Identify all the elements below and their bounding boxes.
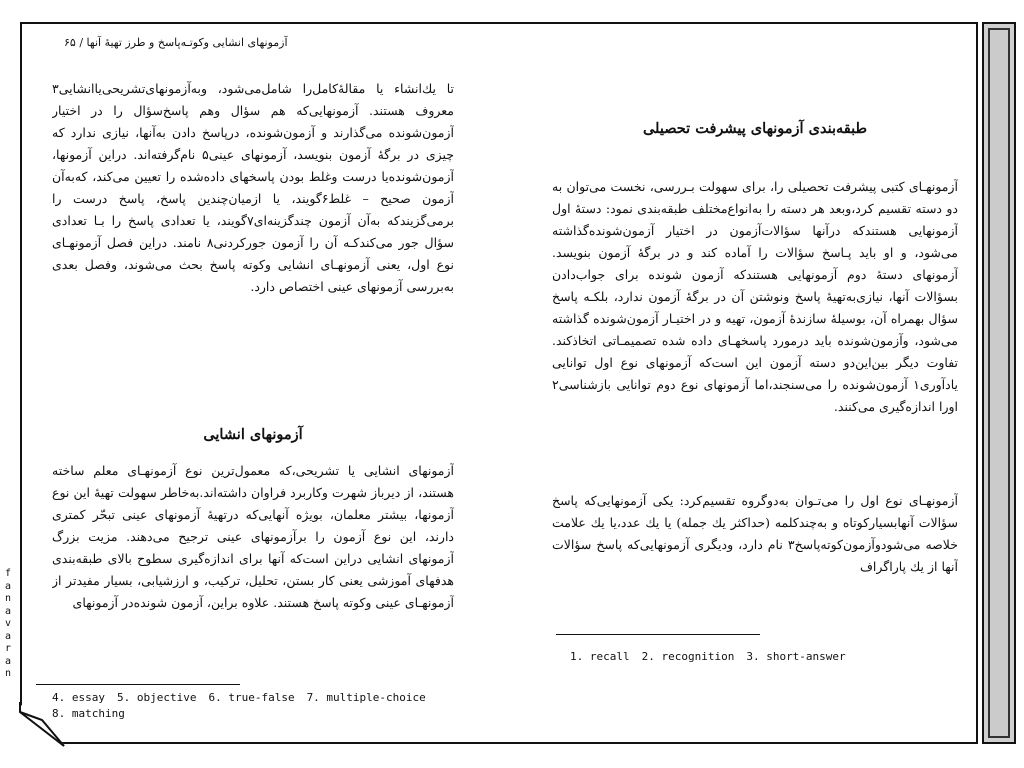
- footnote-divider-right: [556, 634, 760, 635]
- watermark-text: [2, 568, 14, 681]
- footnote-item: 1. recall: [570, 650, 630, 663]
- right-paragraph-2: آزمونهـای نوع اول را می‌تـوان به‌دوگروه تقسیم‌کرد: یکی آزمونهایی‌که پاسخ سؤالات آنها‌بسیارکوتاه و به‌چندکلمه (حداکثر یك جمله) یا یك عدد،یا یك علامت خلاصه می‌شودوآزمون‌کوته‌پاسخ۳ نام دارد، ودیگری آزمونهایی‌که پاسخ سؤالات آنها از یك پاراگراف: [552, 493, 958, 574]
- section-heading-classification: طبقه‌بندی آزمونهای پیشرفت تحصیلی: [642, 120, 868, 137]
- footnote-item: 7. multiple-choice: [306, 691, 426, 704]
- scrollbar-track[interactable]: [982, 22, 1016, 744]
- footnotes-left-line-1: [52, 690, 438, 706]
- watermark-letter: n: [4, 593, 12, 604]
- footnote-item: 3. short-answer: [746, 650, 846, 663]
- footnotes-left-line-2: [52, 706, 438, 722]
- footnote-divider-left: [36, 684, 240, 685]
- left-paragraph-2: آزمونهای انشایی یا تشریحی،که معمول‌ترین نوع آزمونهـای معلم ساخته هستند، از دیرباز شهرت وكاربرد فراوان داشته‌اند.به‌خاطر سهولت تهیهٔ این نوع آزمونها، بیشتر معلمان، بویژه آنهایی‌كه درتهیهٔ آزمونهای عینی تبحّر کمتری دارند، این نوع آزمون را برآزمونهای عینی ترجیح می‌دهند. مزیت بزرگ آزمونهای انشایی دراین است‌كه آنها برای اندازه‌گیری سطوح بالای طبقه‌بندی هدفهای آموزشی یعنی کار بستن، تحلیل، ترکیب، و ارزشیابی، بسیار مفیدتر از آزمونهـای عینی وکوته پاسخ هستند. علاوه براین، آزمون شونده‌در آزمونهای: [52, 463, 454, 610]
- watermark-letter: r: [4, 643, 12, 654]
- watermark-letters: [2, 568, 14, 681]
- left-paragraph-1: تا یك‌انشاء یا مقالهٔ‌كامل‌را شامل‌می‌شود، وبه‌آزمونهای‌تشریحی‌یا‌انشایی۳ معروف هستند. آزمونهایی‌که هم سؤال وهم پاسخ‌سؤال را در اختیار آزمون‌شونده می‌گذارند و آزمون‌شونده، درپاسخ دادن به‌آنها، نیازی ندارد که چیزی در برگهٔ آزمون بنویسد، آزمونهای عینی۵ نام‌گرفته‌اند. دراین آزمونها، آزمون‌شونده‌یا درست وغلط بودن پاسخهای داده‌شده را تعیین می‌کند، که‌به‌آن آزمون صحیح – غلط۶گویند، یا ازمیان‌چندین پاسخ، پاسخ درست را برمی‌گزیندکه به‌آن آزمون چندگزینه‌ای۷گویند، یا تعدادی پاسخ را بـا تعدادی سؤال جور می‌کندکـه آن را آزمون جورکردنی۸ نامند. دراین فصل آزمونهـای نوع اول، یعنی آزمونهـای انشایی وکوته پاسخ بحث می‌شوند، وفصل بعدی به‌بررسی آزمونهای عینی اختصاص دارد.: [52, 81, 454, 294]
- watermark-letter: v: [4, 618, 12, 629]
- watermark-letter: n: [4, 668, 12, 679]
- watermark-letter: a: [4, 580, 12, 592]
- footnote-item: 5. objective: [116, 691, 197, 704]
- footnote-item: 8. matching: [52, 707, 125, 720]
- scrollbar-thumb[interactable]: [988, 28, 1010, 738]
- right-column: [552, 176, 958, 602]
- watermark-letter: a: [4, 655, 12, 667]
- watermark-letter: a: [4, 605, 12, 617]
- right-paragraph-1: آزمونهـای کتبی پیشرفت تحصیلی را، برای سهولت بـررسی، نخست می‌توان به دو دسته تقسیم کرد،وبعد هر دسته را به‌انواع‌مختلف طبقه‌بندی نمود: دستهٔ اول آزمونهایی هستندکه درآنها سؤالات‌آزمون در اختیار آزمون‌شونده‌گذاشته می‌شود، و او باید پـاسخ سؤالات را آماده کند و در برگهٔ آزمون بنویسد. آزمونهای دستهٔ دوم آزمونهایی هستندکه آزمون شونده برای جواب‌دادن بسؤالات آنها، نیازی‌به‌تهیهٔ پاسخ ونوشتن آن در برگهٔ آزمون ندارد، بلکـه پاسخ سؤال بهمراه آن، بوسیلهٔ سازندهٔ آزمون، تهیه و در اختیـار آزمون‌شونده گذاشته می‌شود، وآزمون‌شونده باید درمورد پاسخهـای داده شده تصمیمـاتی اتخاذکند. تفاوت دیگر بین‌این‌دو دسته آزمون این است‌که آزمونهای نوع اول توانایی یادآوری۱ آزمون‌شونده را می‌سنجند،اما آزمونهای نوع دوم توانایی بازشناسی۲ اورا اندازه‌گیری می‌کنند.: [552, 179, 958, 414]
- watermark-letter: f: [4, 568, 12, 579]
- footnote-item: 4. essay: [52, 691, 105, 704]
- footnotes-left: [52, 690, 438, 722]
- footnote-item: 2. recognition: [641, 650, 735, 663]
- watermark-letter: a: [4, 630, 12, 642]
- running-header: آزمونهای انشایی وکوتـه‌پاسخ و طرز تهیهٔ آنها / ۶۵: [64, 36, 288, 49]
- section-heading-essay-tests: آزمونهای انشایی: [203, 426, 303, 443]
- footnotes-right: [570, 650, 858, 663]
- left-column: [52, 78, 454, 666]
- footnote-item: 6. true-false: [208, 691, 295, 704]
